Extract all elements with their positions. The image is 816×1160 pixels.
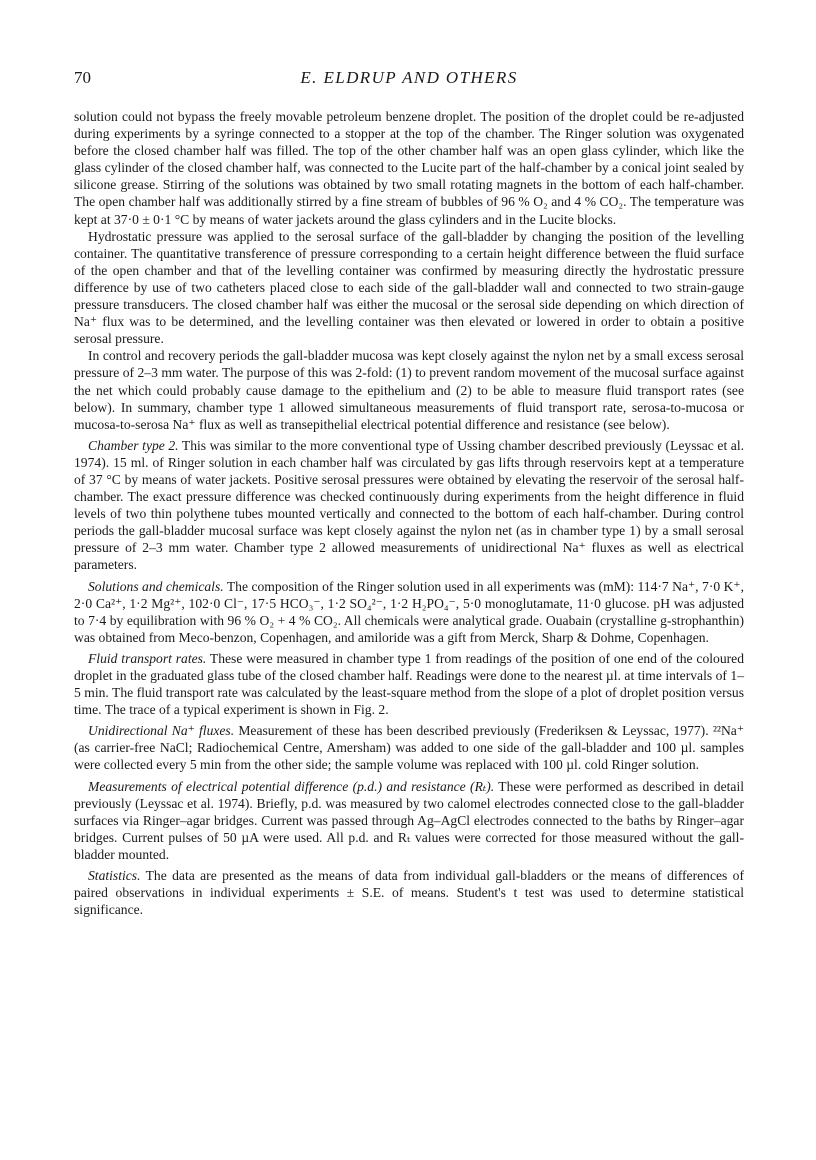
section-heading-solutions: Solutions and chemicals.	[88, 578, 224, 594]
paragraph-control-periods: In control and recovery periods the gall-bladder mucosa was kept closely against the nylon net by a small excess serosal pressure of 2–3 mm water. The purpose of this was 2-fold: (1) to prevent random movement of the mucosal surface against the net which could probably cause damage to the epithelium and (2) to be able to measure fluid transport rates (see below). In summary, chamber type 1 allowed simultaneous measurements of fluid transport rate, serosa-to-mucosa or mucosa-to-serosa Na⁺ flux as well as transepithelial electrical potential difference and resistance (see below).	[74, 348, 744, 432]
paragraph-solutions	[74, 578, 744, 646]
paragraph-electrical	[74, 778, 744, 863]
page-header	[74, 68, 744, 94]
paragraph-fluid-transport	[74, 650, 744, 718]
section-heading-na-fluxes: Unidirectional Na⁺ fluxes.	[88, 723, 235, 739]
paragraph-droplet: solution could not bypass the freely movable petroleum benzene droplet. The position of the droplet could be re-adjusted during experiments by a syringe connected to a stopper at the top of the chamber. The Ringer solution was oxygenated before the closed chamber half was filled. The top of the other chamber half was an open glass cylinder, which like the glass cylinder of the closed chamber half, was connected to the Lucite part of the half-chamber by a conical joint sealed by silicone grease. Stirring of the solutions was obtained by two small rotating magnets in the bottom of each half-chamber. The open chamber half was additionally stirred by a fine stream of bubbles of 96 % O₂ and 4 % CO₂. The temperature was kept at 37·0 ± 0·1 °C by means of water jackets around the glass cylinders and in the Lucite blocks.	[74, 109, 744, 227]
page-number: 70	[74, 68, 91, 87]
section-heading-fluid-transport: Fluid transport rates.	[88, 650, 207, 666]
paragraph-body: These were measured in chamber type 1 from readings of the position of one end of the coloured droplet in the graduated glass tube of the closed chamber half. Readings were done to the nearest µl. at time intervals of 1–5 min. The fluid transport rate was calculated by the least-square method from the slope of a plot of droplet position versus time. The trace of a typical experiment is shown in Fig. 2.	[74, 650, 744, 718]
paragraph-body: This was similar to the more conventional type of Ussing chamber described previously (Leyssac et al. 1974). 15 ml. of Ringer solution in each chamber half was circulated by gas lifts through reservoirs kept at a temperature of 37 °C by means of water jackets. Positive serosal pressures were obtained by elevating the reservoir of the serosal half-chamber. The exact pressure difference was checked continuously during experiments from the height difference in fluid levels of two thin polythene tubes mounted vertically and connected to the bottom of each half-chamber. During control periods the gall-bladder mucosal surface was kept closely against the nylon net (as in chamber type 1) by a small serosal pressure of 2–3 mm water. Chamber type 2 allowed measurements of unidirectional Na⁺ fluxes as well as electrical parameters.	[74, 437, 745, 573]
paragraph-chamber-type-2	[74, 437, 744, 574]
paragraph-body: Measurement of these has been described previously (Frederiksen & Leyssac, 1977). ²²Na⁺ (as carrier-free NaCl; Radiochemical Centre, Amersham) was added to one side of the gall-bladder and 100 µl. samples were collected every 5 min from the other side; the sample volume was replaced with 100 µl. cold Ringer solution.	[74, 723, 744, 773]
paragraph-hydrostatic-pressure: Hydrostatic pressure was applied to the serosal surface of the gall-bladder by changing the position of the levelling container. The quantitative transference of pressure corresponding to a certain height difference between the fluid surface of the open chamber and that of the levelling container was confirmed by measuring directly the hydrostatic pressure difference by use of two catheters placed close to each side of the gall-bladder wall and connected to two strain-gauge pressure transducers. The closed chamber half was either the mucosal or the serosal side depending on which direction of Na⁺ flux was to be determined, and the levelling container was then elevated or lowered in order to obtain a positive serosal pressure.	[74, 228, 744, 347]
paragraph-statistics	[74, 867, 744, 918]
section-heading-chamber-type-2: Chamber type 2.	[88, 437, 179, 453]
section-heading-statistics: Statistics.	[88, 868, 141, 884]
paragraph-na-fluxes	[74, 722, 744, 773]
page	[74, 68, 744, 918]
paragraph-body: The composition of the Ringer solution used in all experiments was (mM): 114·7 Na⁺, 7·0 K⁺, 2·0 Ca²⁺, 1·2 Mg²⁺, 102·0 Cl⁻, 17·5 HCO₃⁻, 1·2 SO₄²⁻, 1·2 H₂PO₄⁻, 5·0 monoglutamate, 11·0 glucose. pH was adjusted to 7·4 by equilibration with 96 % O₂ + 4 % CO₂. All chemicals were analytical grade. Ouabain (crystalline g-strophanthin) was obtained from Meco-benzon, Copenhagen, and amiloride was a gift from Merck, Sharp & Dohme, Copenhagen.	[74, 578, 744, 645]
paragraph-body: These were performed as described in detail previously (Leyssac et al. 1974). Briefly, p.d. was measured by two calomel electrodes connected close to the gall-bladder surfaces via Ringer–agar bridges. Current was passed through Ag–AgCl electrodes connected to the baths by Ringer–agar bridges. Current pulses of 50 µA were used. All p.d. and Rₜ values were corrected for those measured without the gall-bladder mounted.	[74, 778, 745, 862]
paragraph-body: The data are presented as the means of data from individual gall-bladders or the means of differences of paired observations in individual experiments ± S.E. of means. Student's t test was used to determine statistical significance.	[74, 868, 744, 918]
section-heading-electrical: Measurements of electrical potential difference (p.d.) and resistance (Rₜ).	[88, 778, 495, 794]
running-title: E. ELDRUP AND OTHERS	[300, 68, 518, 87]
